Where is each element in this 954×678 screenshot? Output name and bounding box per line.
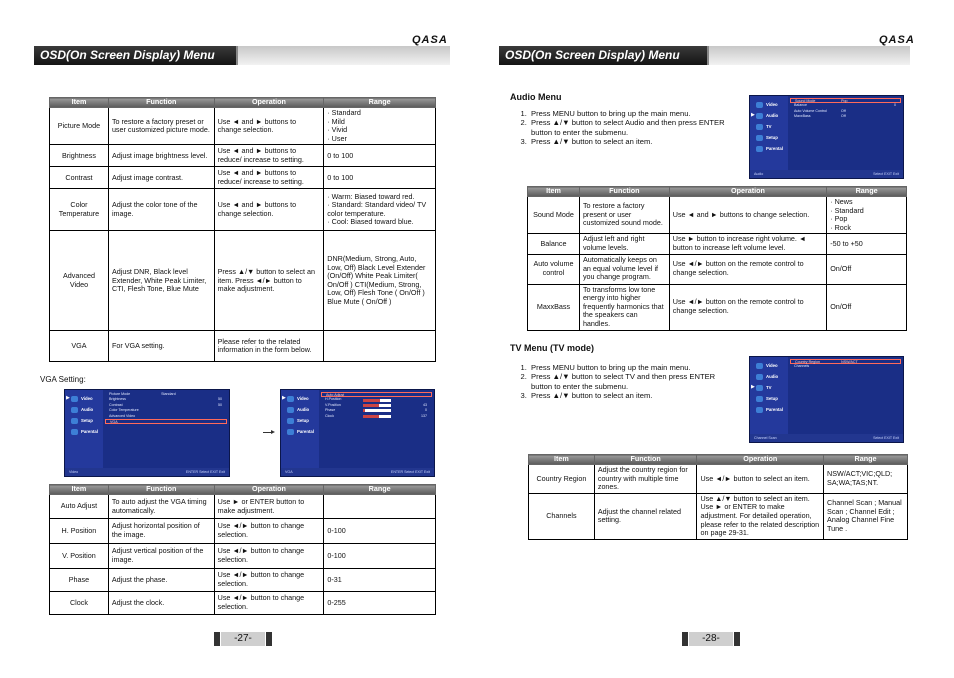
osd-row-label: MaxxBass bbox=[794, 114, 811, 119]
osd-sidebar-item bbox=[756, 407, 790, 415]
osd-row-label: Balance bbox=[794, 103, 807, 108]
range-list-item: · Rock bbox=[830, 224, 903, 233]
range-list-item: · Standard bbox=[830, 207, 903, 216]
osd-main bbox=[321, 392, 432, 419]
osd-sidebar bbox=[65, 390, 103, 468]
menu-icon bbox=[756, 135, 763, 141]
table-row bbox=[529, 493, 908, 539]
osd-sidebar-item bbox=[287, 407, 321, 415]
menu-icon bbox=[71, 396, 78, 402]
cell-range bbox=[824, 493, 908, 539]
brand-logo: QASA bbox=[412, 34, 448, 46]
osd-sidebar-label: Setup bbox=[766, 135, 778, 141]
cell-function: Adjust the color tone of the image. bbox=[108, 189, 214, 231]
osd-sidebar-item bbox=[756, 363, 790, 371]
header-title: OSD(On Screen Display) Menu bbox=[505, 48, 680, 62]
osd-sidebar-item bbox=[756, 102, 790, 110]
range-list-item: · Standard bbox=[327, 109, 432, 118]
vga-setting-label: VGA Setting: bbox=[40, 375, 86, 384]
osd-sidebar-item bbox=[71, 429, 105, 437]
osd-sidebar-label: Parental bbox=[766, 146, 783, 152]
cell-range bbox=[324, 231, 436, 331]
range-value: Channel Scan ; Manual Scan ; Channel Edit ; Analog Channel Fine Tune . bbox=[827, 498, 902, 533]
cell-operation: Use ◄/► button to change selection. bbox=[214, 569, 324, 592]
osd-sidebar-label: Parental bbox=[766, 407, 783, 413]
menu-icon bbox=[287, 407, 294, 413]
osd-row-label: VGA bbox=[110, 419, 118, 424]
cell-function: Adjust left and right volume levels. bbox=[579, 234, 669, 254]
osd-sidebar-item bbox=[756, 396, 790, 404]
osd-picture-menu-screenshot bbox=[64, 389, 230, 477]
menu-icon bbox=[756, 146, 763, 152]
audio-settings-table bbox=[527, 186, 907, 331]
cell-operation: Use ◄/► button to change selection. bbox=[214, 544, 324, 569]
osd-row-value: 43 bbox=[423, 402, 427, 407]
pointer-icon: ▶ bbox=[751, 384, 755, 390]
cell-item: Sound Mode bbox=[528, 197, 580, 234]
range-value: NSW/ACT;VIC;QLD; SA;WA;TAS;NT. bbox=[827, 469, 893, 487]
cell-item: Balance bbox=[528, 234, 580, 254]
cell-item: Channels bbox=[529, 493, 595, 539]
osd-vga-menu-screenshot bbox=[280, 389, 435, 477]
osd-footer bbox=[65, 468, 229, 476]
arrow-icon bbox=[263, 432, 271, 433]
step-item: 2. Press ▲/▼ button to select TV and then press ENTER button to enter the submenu. bbox=[529, 372, 737, 391]
range-list bbox=[830, 198, 903, 232]
cell-function: To transforms low tone energy into higher frequently harmonics that the speakers can handles. bbox=[579, 284, 669, 330]
range-value: DNR(Medium, Strong, Auto, Low, Off) Black Level Extender (On/Off) White Peak Limiter( On/Off ) CTI(Medium, Strong, Low, Off) Flesh Tone ( On/Off ) Blue Mute ( On/Off ) bbox=[327, 254, 426, 307]
osd-row-label: Auto Volume Control bbox=[794, 108, 827, 113]
cell-item: Color Temperature bbox=[50, 189, 109, 231]
osd-sidebar-label: Video bbox=[766, 102, 778, 108]
cell-operation: Use ◄ and ► buttons to change selection. bbox=[214, 108, 324, 145]
step-item: 3. Press ▲/▼ button to select an item. bbox=[529, 391, 737, 400]
table-row bbox=[50, 569, 436, 592]
menu-icon bbox=[756, 102, 763, 108]
table-header-row: Item Function Operation Range bbox=[50, 485, 436, 495]
cell-function: Automatically keeps on an equal volume level if you change program. bbox=[579, 254, 669, 284]
osd-row-value: 0 bbox=[894, 103, 896, 108]
page-number: -28- bbox=[689, 632, 733, 646]
osd-sidebar bbox=[281, 390, 319, 468]
range-value: On/Off bbox=[830, 263, 852, 273]
osd-row bbox=[321, 414, 432, 419]
cell-function: Adjust vertical position of the image. bbox=[108, 544, 214, 569]
osd-tv-menu-screenshot bbox=[749, 356, 904, 443]
osd-sidebar-label: Parental bbox=[297, 429, 314, 435]
menu-icon bbox=[756, 124, 763, 130]
range-value: On/Off bbox=[830, 301, 852, 311]
osd-sidebar-label: Audio bbox=[81, 407, 94, 413]
table-row bbox=[50, 592, 436, 615]
osd-sidebar-label: TV bbox=[766, 385, 772, 391]
page-right bbox=[477, 0, 954, 678]
osd-row bbox=[790, 114, 901, 119]
cell-operation: Use ◄/► button to select an item. bbox=[697, 465, 824, 494]
osd-footer-right: Select EXIT Exit bbox=[873, 436, 899, 440]
osd-level-bar bbox=[363, 404, 391, 407]
osd-row bbox=[790, 364, 901, 369]
osd-sidebar-item bbox=[756, 135, 790, 143]
table-row bbox=[528, 254, 907, 284]
cell-range bbox=[324, 569, 436, 592]
range-value: 0-100 bbox=[327, 550, 346, 560]
table-row bbox=[50, 544, 436, 569]
menu-icon bbox=[71, 407, 78, 413]
cell-operation: Use ◄/► button on the remote control to change selection. bbox=[669, 254, 826, 284]
pointer-icon: ▶ bbox=[282, 395, 286, 401]
cell-range bbox=[324, 145, 436, 167]
cell-range bbox=[324, 189, 436, 231]
cell-item: H. Position bbox=[50, 519, 109, 544]
cell-function: For VGA setting. bbox=[108, 331, 214, 362]
cell-operation: Press ▲/▼ button to select an item. Press ◄/► button to make adjustment. bbox=[214, 231, 324, 331]
osd-sidebar-label: Audio bbox=[766, 374, 779, 380]
cell-range bbox=[324, 495, 436, 519]
cell-item: VGA bbox=[50, 331, 109, 362]
table-row bbox=[50, 231, 436, 331]
page-number: -27- bbox=[221, 632, 265, 646]
table-header-row: Item Function Operation Range bbox=[529, 455, 908, 465]
cell-range bbox=[324, 544, 436, 569]
osd-sidebar-label: Audio bbox=[297, 407, 310, 413]
osd-row-label: Picture Mode bbox=[109, 392, 131, 396]
osd-sidebar-item bbox=[71, 396, 105, 404]
cell-item: Clock bbox=[50, 592, 109, 615]
cell-operation: Use ◄/► button on the remote control to change selection. bbox=[669, 284, 826, 330]
menu-icon bbox=[71, 418, 78, 424]
osd-footer bbox=[281, 468, 434, 476]
osd-level-bar bbox=[363, 415, 391, 418]
section-header bbox=[499, 46, 910, 65]
tv-settings-table bbox=[528, 454, 908, 540]
table-row bbox=[528, 234, 907, 254]
vga-settings-table bbox=[49, 484, 436, 615]
table-row bbox=[50, 519, 436, 544]
menu-icon bbox=[756, 385, 763, 391]
osd-row-label: V.Position bbox=[325, 402, 341, 407]
table-row bbox=[50, 108, 436, 145]
osd-footer-right: ENTER Select EXIT Exit bbox=[185, 470, 225, 474]
cell-item: Picture Mode bbox=[50, 108, 109, 145]
osd-sidebar-item bbox=[756, 124, 790, 132]
cell-item: V. Position bbox=[50, 544, 109, 569]
cell-item: Country Region bbox=[529, 465, 595, 494]
osd-row-label: Contrast bbox=[109, 402, 123, 407]
osd-sidebar bbox=[750, 357, 788, 434]
osd-sidebar-item bbox=[71, 418, 105, 426]
cell-operation: Use ◄ and ► buttons to reduce/ increase to setting. bbox=[214, 145, 324, 167]
osd-footer-left: Video bbox=[69, 470, 79, 474]
cell-operation: Use ► button to increase right volume. ◄ button to increase left volume level. bbox=[669, 234, 826, 254]
osd-sidebar-label: Setup bbox=[81, 418, 93, 424]
range-value: 0 to 100 bbox=[327, 172, 354, 182]
range-value: 0-100 bbox=[327, 525, 346, 535]
cell-function: Adjust the channel related setting. bbox=[594, 493, 697, 539]
cell-range bbox=[827, 197, 907, 234]
range-list bbox=[327, 193, 432, 227]
osd-row-setting: NSW/ACT bbox=[841, 360, 858, 364]
osd-row-value: 50 bbox=[218, 402, 222, 407]
cell-function: Adjust DNR, Black level Extender, White Peak Limiter, CTI, Flesh Tone, Blue Mute bbox=[108, 231, 214, 331]
osd-row-label: Country Region bbox=[795, 360, 820, 364]
cell-item: Advanced Video bbox=[50, 231, 109, 331]
tv-menu-title: TV Menu (TV mode) bbox=[510, 343, 594, 353]
range-value: 0-31 bbox=[327, 574, 342, 584]
osd-sidebar-label: Setup bbox=[297, 418, 309, 424]
osd-audio-menu-screenshot bbox=[749, 95, 904, 179]
osd-main bbox=[790, 98, 901, 120]
cell-item: Contrast bbox=[50, 167, 109, 189]
table-header-row: Item Function Operation Range bbox=[528, 187, 907, 197]
audio-steps bbox=[517, 109, 737, 146]
osd-row-setting: Off bbox=[841, 114, 846, 119]
cell-range bbox=[324, 167, 436, 189]
osd-sidebar-item bbox=[756, 385, 790, 393]
osd-row-label: Brightness bbox=[109, 397, 126, 402]
cell-function: Adjust image contrast. bbox=[108, 167, 214, 189]
range-list-item: · Pop bbox=[830, 215, 903, 224]
menu-icon bbox=[287, 429, 294, 435]
range-list bbox=[327, 109, 432, 143]
range-list-item: · Standard: Standard video/ TV color temperature. bbox=[327, 201, 432, 218]
range-value: -50 to +50 bbox=[830, 238, 863, 248]
brand-logo: QASA bbox=[879, 34, 915, 46]
osd-row-label: Phase bbox=[325, 408, 336, 413]
osd-sidebar-item bbox=[287, 429, 321, 437]
table-row bbox=[50, 189, 436, 231]
cell-range bbox=[827, 234, 907, 254]
osd-sidebar-label: Video bbox=[297, 396, 309, 402]
osd-row-value: 137 bbox=[421, 413, 427, 418]
osd-row-setting: Off bbox=[841, 108, 846, 113]
cell-range bbox=[824, 465, 908, 494]
range-list-item: · Mild bbox=[327, 118, 432, 127]
cell-operation: Use ▲/▼ button to select an item. Use ► or ENTER to make adjustment. For detailed operation, please refer to the related description on page 29-31. bbox=[697, 493, 824, 539]
cell-operation: Use ◄ and ► buttons to reduce/ increase to setting. bbox=[214, 167, 324, 189]
cell-operation: Use ◄ and ► buttons to change selection. bbox=[214, 189, 324, 231]
cell-range bbox=[324, 331, 436, 362]
section-header bbox=[34, 46, 450, 65]
tv-steps bbox=[517, 363, 737, 400]
osd-footer bbox=[750, 434, 903, 442]
osd-sidebar-item bbox=[756, 146, 790, 154]
cell-item: Brightness bbox=[50, 145, 109, 167]
table-row bbox=[528, 284, 907, 330]
osd-main bbox=[790, 359, 901, 370]
osd-row bbox=[105, 419, 227, 424]
cell-function: Adjust the clock. bbox=[108, 592, 214, 615]
cell-function: Adjust horizontal position of the image. bbox=[108, 519, 214, 544]
osd-level-bar bbox=[363, 409, 391, 412]
range-value: 0-255 bbox=[327, 597, 346, 607]
osd-main bbox=[105, 392, 227, 424]
cell-item: Auto Adjust bbox=[50, 495, 109, 519]
menu-icon bbox=[756, 363, 763, 369]
menu-icon bbox=[756, 374, 763, 380]
osd-sidebar-item bbox=[756, 374, 790, 382]
header-title: OSD(On Screen Display) Menu bbox=[40, 48, 215, 62]
osd-row-label: H.Position bbox=[325, 397, 342, 402]
table-row bbox=[528, 197, 907, 234]
osd-sidebar-label: Setup bbox=[766, 396, 778, 402]
osd-sidebar-label: Video bbox=[766, 363, 778, 369]
table-row bbox=[50, 331, 436, 362]
osd-row-setting: Pop bbox=[841, 99, 848, 103]
osd-row-setting: Standard bbox=[161, 392, 176, 396]
osd-sidebar bbox=[750, 96, 788, 170]
cell-range bbox=[827, 284, 907, 330]
picture-settings-table bbox=[49, 97, 436, 362]
menu-icon bbox=[756, 396, 763, 402]
cell-function: Adjust image brightness level. bbox=[108, 145, 214, 167]
osd-sidebar-label: TV bbox=[766, 124, 772, 130]
step-item: 1. Press MENU button to bring up the main menu. bbox=[529, 109, 737, 118]
step-item: 2. Press ▲/▼ button to select Audio and then press ENTER button to enter the submenu. bbox=[529, 118, 737, 137]
range-list-item: · Warm: Biased toward red. bbox=[327, 193, 432, 202]
osd-footer-left: VGA bbox=[285, 470, 293, 474]
osd-row-value: 0 bbox=[425, 408, 427, 413]
menu-icon bbox=[71, 429, 78, 435]
menu-icon bbox=[756, 407, 763, 413]
table-row bbox=[50, 495, 436, 519]
osd-footer-left: Audio bbox=[754, 172, 764, 176]
osd-sidebar-item bbox=[287, 418, 321, 426]
step-item: 1. Press MENU button to bring up the main menu. bbox=[529, 363, 737, 372]
osd-sidebar-label: Audio bbox=[766, 113, 779, 119]
osd-row-label: Advanced Video bbox=[109, 413, 136, 418]
table-header-row: Item Function Operation Range bbox=[50, 98, 436, 108]
menu-icon bbox=[287, 396, 294, 402]
osd-footer-left: Channel Scan bbox=[754, 436, 777, 440]
osd-footer bbox=[750, 170, 903, 178]
osd-row-label: Auto Adjust bbox=[326, 393, 345, 397]
range-list-item: · Vivid bbox=[327, 126, 432, 135]
range-value: 0 to 100 bbox=[327, 150, 354, 160]
table-row bbox=[50, 167, 436, 189]
cell-operation: Use ► or ENTER button to make adjustment. bbox=[214, 495, 324, 519]
osd-row-value: 50 bbox=[218, 397, 222, 402]
osd-sidebar-label: Parental bbox=[81, 429, 98, 435]
range-list-item: · News bbox=[830, 198, 903, 207]
cell-item: Auto volume control bbox=[528, 254, 580, 284]
osd-sidebar-label: Video bbox=[81, 396, 93, 402]
osd-level-bar bbox=[363, 399, 391, 402]
pointer-icon: ▶ bbox=[751, 112, 755, 118]
cell-item: MaxxBass bbox=[528, 284, 580, 330]
table-row bbox=[50, 145, 436, 167]
cell-operation: Use ◄/► button to change selection. bbox=[214, 519, 324, 544]
pointer-icon: ▶ bbox=[66, 395, 70, 401]
menu-icon bbox=[756, 113, 763, 119]
table-row bbox=[529, 465, 908, 494]
cell-range bbox=[324, 519, 436, 544]
osd-sidebar-item bbox=[71, 407, 105, 415]
osd-row-label: Channels bbox=[794, 364, 810, 369]
cell-function: Adjust the country region for country with multiple time zones. bbox=[594, 465, 697, 494]
cell-range bbox=[324, 108, 436, 145]
cell-function: To auto adjust the VGA timing automatically. bbox=[108, 495, 214, 519]
osd-row-label: Sound Mode bbox=[795, 99, 816, 103]
menu-icon bbox=[287, 418, 294, 424]
cell-operation: Use ◄ and ► buttons to change selection. bbox=[669, 197, 826, 234]
osd-footer-right: ENTER Select EXIT Exit bbox=[390, 470, 430, 474]
audio-menu-title: Audio Menu bbox=[510, 92, 562, 102]
cell-operation: Use ◄/► button to change selection. bbox=[214, 592, 324, 615]
cell-function: To restore a factory preset or user customized picture mode. bbox=[108, 108, 214, 145]
osd-row-label: Clock bbox=[325, 413, 334, 418]
osd-sidebar-item bbox=[287, 396, 321, 404]
step-item: 3. Press ▲/▼ button to select an item. bbox=[529, 137, 737, 146]
osd-footer-right: Select EXIT Exit bbox=[873, 172, 899, 176]
cell-range bbox=[827, 254, 907, 284]
cell-range bbox=[324, 592, 436, 615]
range-list-item: · Cool: Biased toward blue. bbox=[327, 218, 432, 227]
osd-sidebar-item bbox=[756, 113, 790, 121]
cell-operation: Please refer to the related information in the form below. bbox=[214, 331, 324, 362]
cell-function: Adjust the phase. bbox=[108, 569, 214, 592]
cell-item: Phase bbox=[50, 569, 109, 592]
osd-row-label: Color Temperature bbox=[109, 408, 139, 413]
range-list-item: · User bbox=[327, 135, 432, 144]
cell-function: To restore a factory present or user customized sound mode. bbox=[579, 197, 669, 234]
